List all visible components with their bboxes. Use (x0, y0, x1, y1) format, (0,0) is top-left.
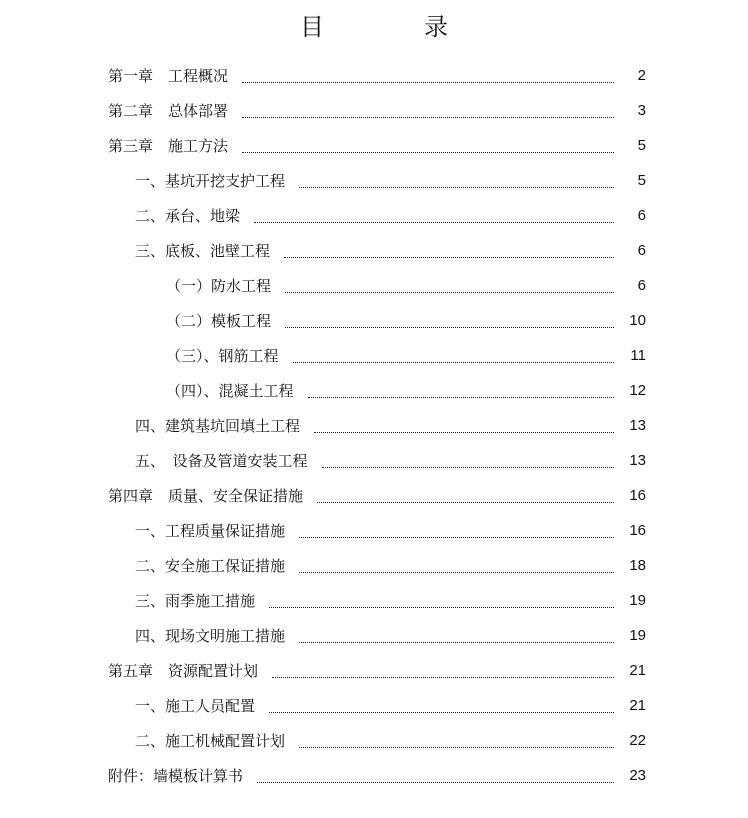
toc-entry-page: 21 (629, 662, 646, 679)
toc-entry[interactable] (0, 583, 748, 618)
toc-entry-page: 5 (637, 137, 646, 154)
toc-entry-label: 第一章 工程概况 (108, 67, 229, 85)
toc-entry-label: 四、建筑基坑回填土工程 (135, 417, 301, 435)
toc-entry-page: 23 (629, 767, 646, 784)
toc-entry[interactable] (0, 723, 748, 758)
toc-entry-label: 一、工程质量保证措施 (135, 522, 286, 540)
dot-leader (242, 66, 614, 83)
toc-entry-label: 二、安全施工保证措施 (135, 557, 286, 575)
toc-entry-page: 21 (629, 697, 646, 714)
toc-entry-page: 13 (629, 452, 646, 469)
dot-leader (242, 101, 614, 118)
dot-leader (257, 766, 614, 783)
toc-entry[interactable] (0, 548, 748, 583)
toc-title: 目 录 (300, 13, 486, 41)
toc-entry-label: 二、施工机械配置计划 (135, 732, 286, 750)
toc-entry-label: 一、基坑开挖支护工程 (135, 172, 286, 190)
dot-leader (285, 311, 614, 328)
toc-entry[interactable] (0, 373, 748, 408)
toc-entry-label: 五、 设备及管道安装工程 (135, 452, 308, 470)
toc-entry-page: 16 (629, 522, 646, 539)
dot-leader (269, 591, 614, 608)
toc-entry-label: 第二章 总体部署 (108, 102, 229, 120)
toc-entry-page: 19 (629, 627, 646, 644)
dot-leader (299, 626, 614, 643)
toc-entry[interactable] (0, 653, 748, 688)
toc-entry[interactable] (0, 478, 748, 513)
toc-entry-page: 16 (629, 487, 646, 504)
dot-leader (285, 276, 614, 293)
toc-entry-page: 3 (637, 102, 646, 119)
toc-entry-page: 10 (629, 312, 646, 329)
toc-entry[interactable] (0, 233, 748, 268)
toc-entry-label: 第五章 资源配置计划 (108, 662, 259, 680)
toc-entry[interactable] (0, 303, 748, 338)
dot-leader (284, 241, 614, 258)
toc-entry-label: 一、施工人员配置 (135, 697, 256, 715)
dot-leader (272, 661, 614, 678)
dot-leader (299, 556, 614, 573)
toc-entry[interactable] (0, 58, 748, 93)
toc-entry-page: 18 (629, 557, 646, 574)
toc-entry-page: 5 (637, 172, 646, 189)
toc-entry-page: 6 (637, 207, 646, 224)
toc-entry-label: 第四章 质量、安全保证措施 (108, 487, 304, 505)
toc-entry-label: 三、雨季施工措施 (135, 592, 256, 610)
toc-entry[interactable] (0, 128, 748, 163)
toc-entry-label: （三）、钢筋工程 (166, 347, 279, 365)
toc-entry[interactable] (0, 198, 748, 233)
toc-entry[interactable] (0, 618, 748, 653)
dot-leader (299, 521, 614, 538)
dot-leader (317, 486, 614, 503)
toc-entry-label: （四）、混凝土工程 (166, 382, 294, 400)
toc-entry-label: （二）模板工程 (166, 312, 272, 330)
toc-entry-page: 13 (629, 417, 646, 434)
toc-entry[interactable] (0, 758, 748, 793)
toc-entry[interactable] (0, 443, 748, 478)
dot-leader (254, 206, 614, 223)
dot-leader (299, 731, 614, 748)
toc-entry-page: 6 (637, 277, 646, 294)
toc-entry-label: 第三章 施工方法 (108, 137, 229, 155)
dot-leader (293, 346, 614, 363)
dot-leader (308, 381, 614, 398)
toc-entry-label: 二、承台、地梁 (135, 207, 241, 225)
toc-entry-page: 6 (637, 242, 646, 259)
toc-entry-label: 附件：墙模板计算书 (108, 767, 244, 785)
dot-leader (299, 171, 614, 188)
dot-leader (322, 451, 614, 468)
toc-entry[interactable] (0, 268, 748, 303)
toc-entry[interactable] (0, 688, 748, 723)
toc-entry[interactable] (0, 338, 748, 373)
toc-entry-label: 三、底板、池壁工程 (135, 242, 271, 260)
toc-entry-label: 四、现场文明施工措施 (135, 627, 286, 645)
toc-entry[interactable] (0, 93, 748, 128)
toc-entry-page: 19 (629, 592, 646, 609)
dot-leader (314, 416, 614, 433)
toc-entry-page: 11 (630, 347, 646, 364)
toc-entry[interactable] (0, 163, 748, 198)
toc-entry-page: 2 (637, 67, 646, 84)
dot-leader (242, 136, 614, 153)
toc-entry-page: 12 (629, 382, 646, 399)
toc-entry[interactable] (0, 513, 748, 548)
toc-entry[interactable] (0, 408, 748, 443)
toc-entry-page: 22 (629, 732, 646, 749)
dot-leader (269, 696, 614, 713)
toc-entry-label: （一）防水工程 (166, 277, 272, 295)
